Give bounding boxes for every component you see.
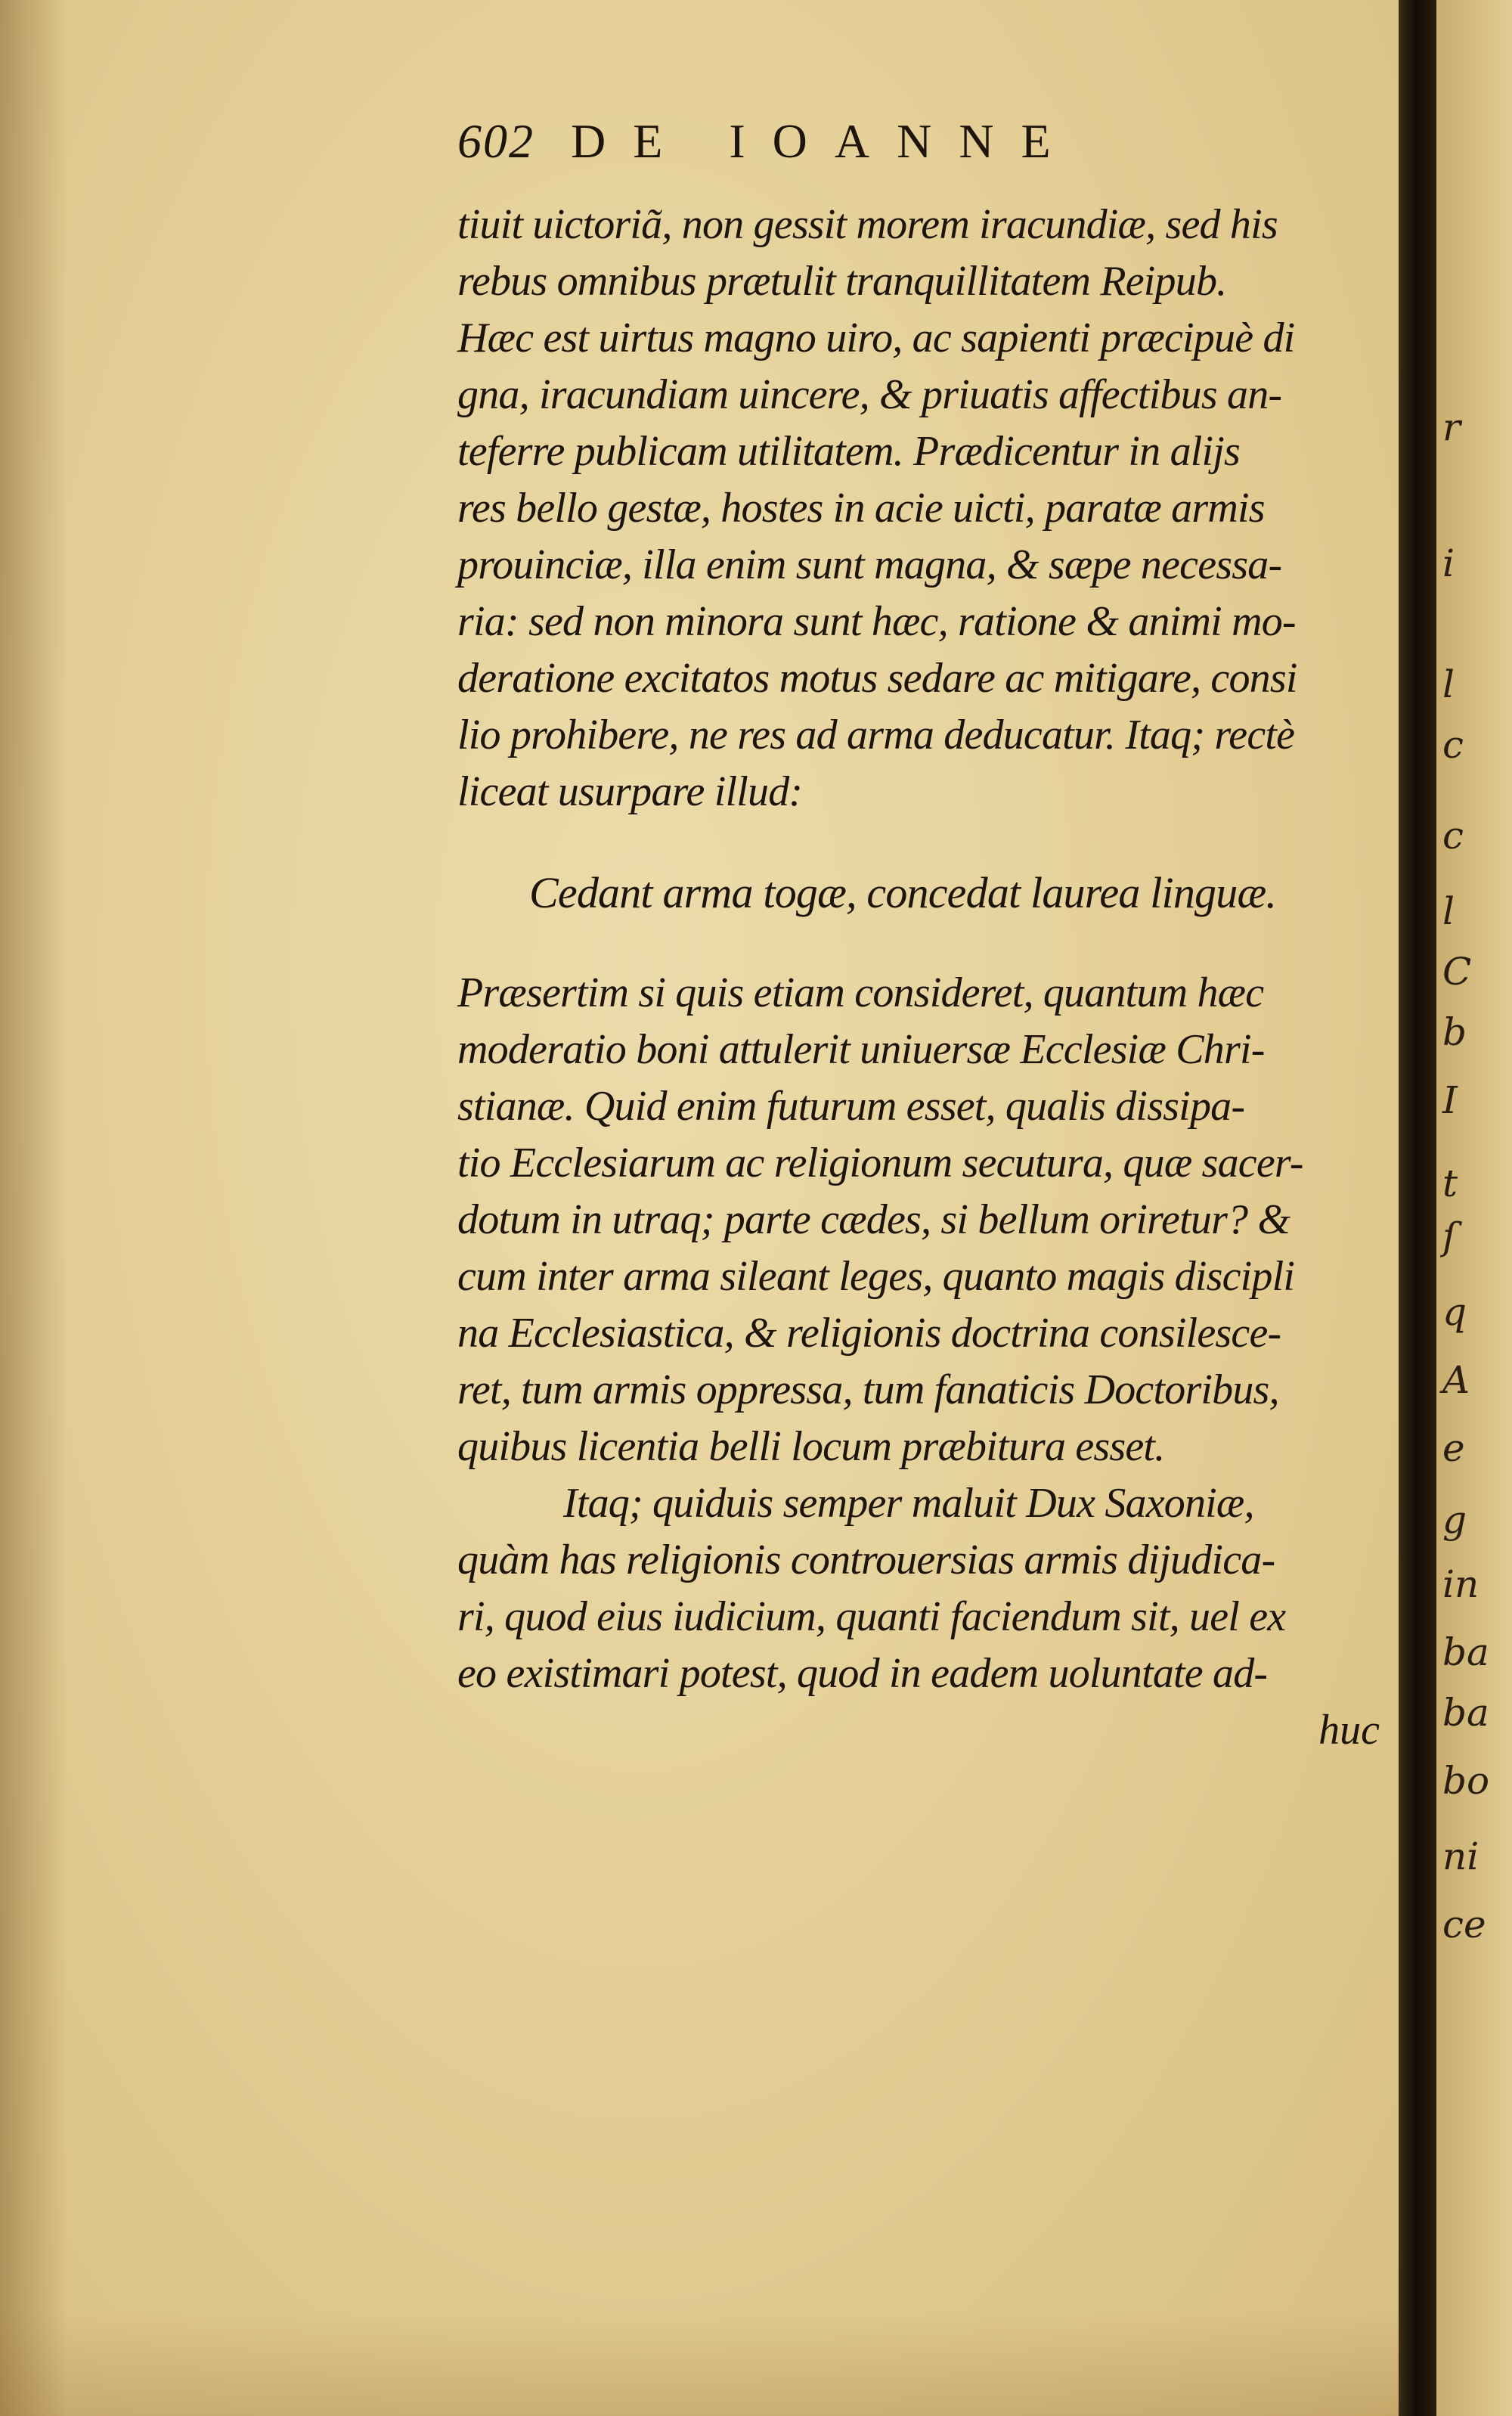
facing-text-fragment: i: [1442, 541, 1455, 585]
facing-text-fragment: r: [1442, 405, 1461, 449]
text-line: ret, tum armis oppressa, tum fanaticis Doctoribus,: [457, 1366, 1279, 1413]
text-block: [457, 113, 1402, 1759]
text-line: tiuit uictoriã, non gessit morem iracundiæ, sed his: [457, 201, 1278, 248]
text-line: Præsertim si quis etiam consideret, quantum hæc: [457, 969, 1264, 1016]
text-line: teferre publicam utilitatem. Prædicentur in alijs: [457, 428, 1241, 475]
facing-text-fragment: I: [1442, 1078, 1458, 1122]
facing-text-fragment: ni: [1442, 1834, 1479, 1878]
text-line: Itaq; quiduis semper maluit Dux Saxoniæ,: [563, 1480, 1254, 1527]
facing-text-fragment: g: [1442, 1498, 1467, 1542]
catchword: huc: [1318, 1707, 1380, 1754]
facing-text-fragment: l: [1442, 662, 1455, 706]
text-line: ri, quod eius iudicium, quanti faciendum sit, uel ex: [457, 1593, 1286, 1640]
facing-text-fragment: in: [1442, 1562, 1479, 1606]
text-line: rebus omnibus prætulit tranquillitatem Reipub.: [457, 258, 1227, 305]
text-line: deratione excitatos motus sedare ac mitigare, consi: [457, 655, 1297, 702]
text-line: prouinciæ, illa enim sunt magna, & sæpe necessa-: [457, 541, 1282, 588]
facing-text-fragment: c: [1442, 723, 1464, 767]
page-edge-shadow: [0, 0, 68, 2416]
text-line: na Ecclesiastica, & religionis doctrina consilesce-: [457, 1310, 1281, 1357]
facing-page-edge: [1436, 0, 1512, 2416]
page-bottom-shadow: [0, 2310, 1421, 2416]
facing-text-fragment: C: [1442, 950, 1472, 994]
facing-text-fragment: bo: [1442, 1759, 1490, 1803]
paragraph-2: [457, 965, 1402, 1475]
page-number: 602: [457, 114, 534, 168]
facing-text-fragment: q: [1442, 1290, 1467, 1334]
text-line: quàm has religionis controuersias armis dijudica-: [457, 1537, 1275, 1583]
text-line: tio Ecclesiarum ac religionum secutura, quæ sacer-: [457, 1140, 1303, 1186]
text-line: dotum in utraq; parte cædes, si bellum oriretur? &: [457, 1196, 1290, 1243]
running-head: [457, 113, 1402, 197]
text-line: res bello gestæ, hostes in acie uicti, paratæ armis: [457, 485, 1265, 532]
text-line: ria: sed non minora sunt hæc, ratione & animi mo-: [457, 598, 1296, 645]
facing-text-fragment: t: [1442, 1161, 1458, 1205]
text-line: Hæc est uirtus magno uiro, ac sapienti præcipuè di: [457, 315, 1295, 361]
facing-text-fragment: e: [1442, 1426, 1465, 1470]
facing-text-fragment: c: [1442, 814, 1464, 858]
facing-text-fragment: A: [1442, 1358, 1470, 1402]
running-title: DE IOANNE: [571, 114, 1078, 168]
text-line: quibus licentia belli locum præbitura esset.: [457, 1423, 1165, 1470]
facing-text-fragment: l: [1442, 889, 1455, 933]
text-line: cum inter arma sileant leges, quanto magis discipli: [457, 1253, 1295, 1300]
facing-text-fragment: ba: [1442, 1691, 1489, 1735]
text-line: moderatio boni attulerit uniuersæ Ecclesiæ Chri-: [457, 1026, 1265, 1073]
facing-text-fragment: ce: [1442, 1903, 1486, 1946]
paragraph-3: [457, 1475, 1402, 1702]
paragraph-1: [457, 197, 1402, 820]
text-line: gna, iracundiam uincere, & priuatis affectibus an-: [457, 371, 1282, 418]
facing-text-fragment: ſ: [1442, 1214, 1457, 1258]
facing-text-fragment: ba: [1442, 1630, 1489, 1674]
book-gutter: [1399, 0, 1436, 2416]
text-line: stianæ. Quid enim futurum esset, qualis dissipa-: [457, 1083, 1245, 1130]
text-line: lio prohibere, ne res ad arma deducatur. Itaq; rectè: [457, 712, 1295, 758]
text-line: liceat usurpare illud:: [457, 768, 803, 815]
text-line: eo existimari potest, quod in eadem uoluntate ad-: [457, 1650, 1268, 1697]
quoted-verse: Cedant arma togæ, concedat laurea linguæ.: [529, 868, 1277, 917]
facing-text-fragment: b: [1442, 1010, 1467, 1054]
